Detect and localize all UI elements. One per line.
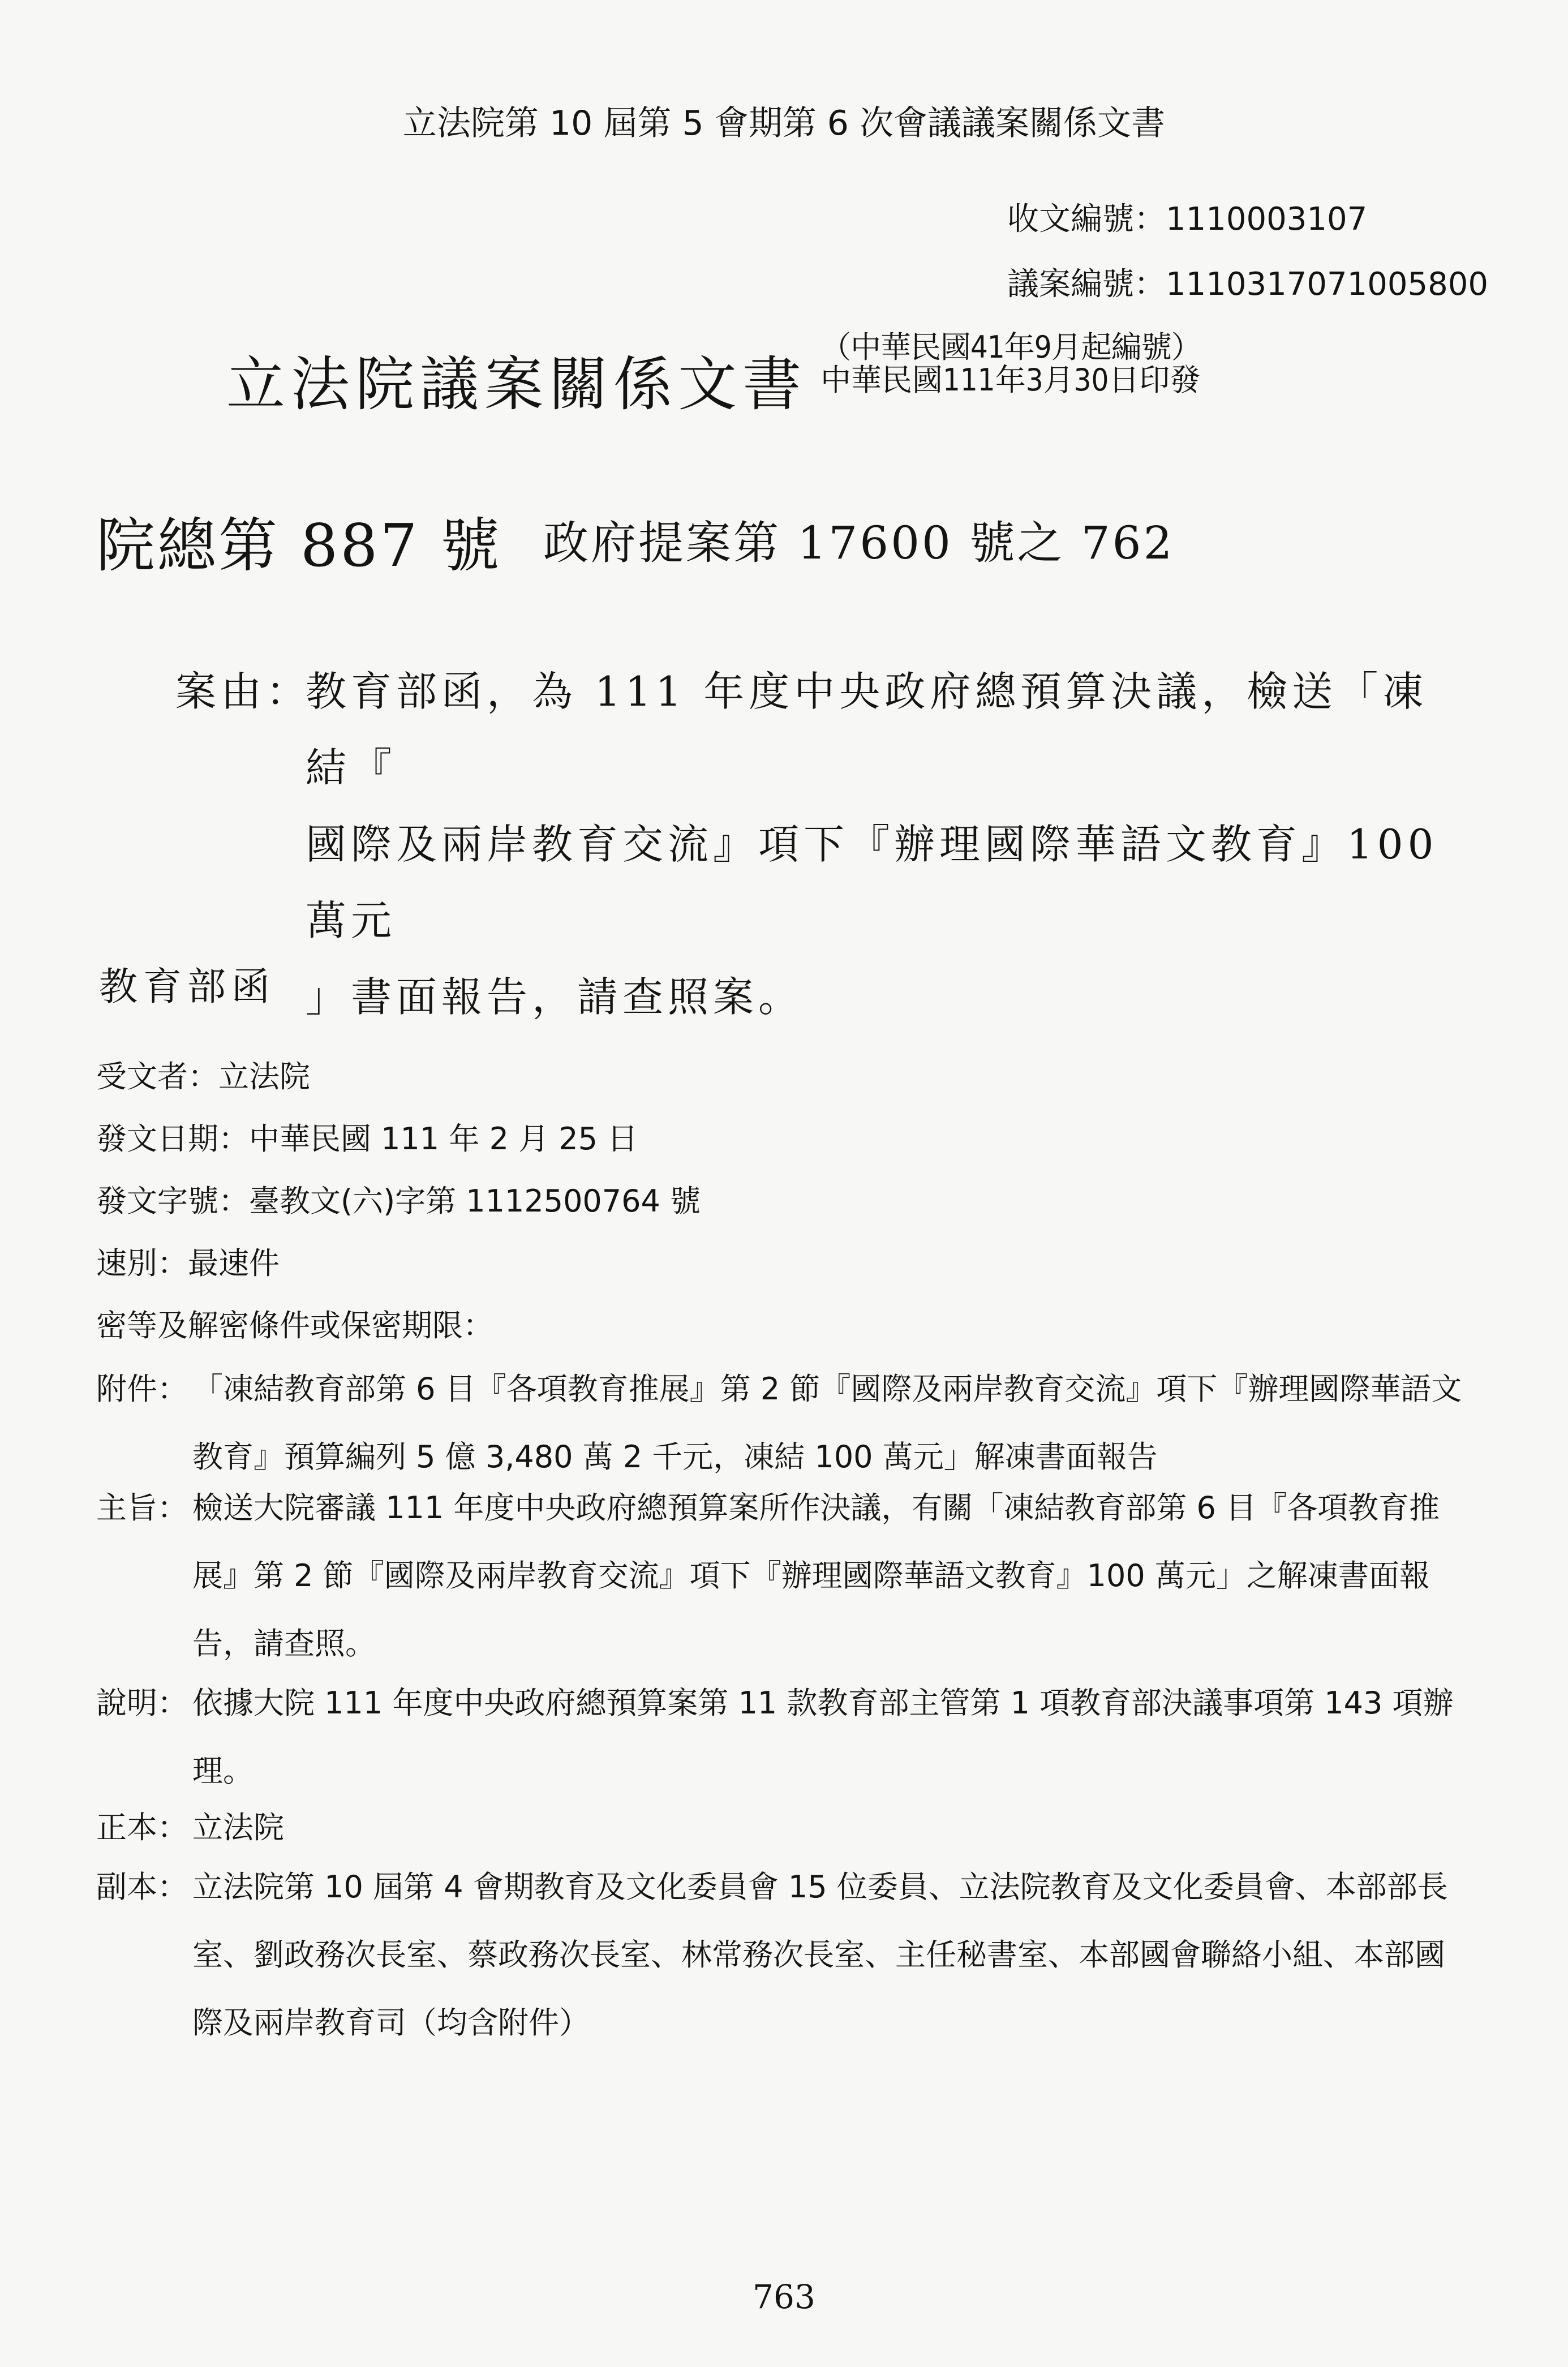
bill-number: 議案編號：1110317071005800 <box>1007 266 1489 303</box>
document-header: 立法院第 10 屆第 5 會期第 6 次會議議案關係文書 <box>402 104 1166 143</box>
speed-field: 速別：最速件 <box>96 1245 280 1281</box>
yuan-zong-number: 院總第 887 號 <box>96 511 502 580</box>
copies-label: 副本： <box>96 1869 188 1905</box>
document-numbers <box>1007 187 1488 317</box>
document-title: 立法院議案關係文書 <box>226 350 807 419</box>
purpose-text: 檢送大院審議 111 年度中央政府總預算案所作決議，有關「凍結教育部第 6 目『各項教育推展』第 2 節『國際及兩岸教育交流』項下『辦理國際華語文教育』100 萬元」之解凍書面報告，請查照。 <box>192 1490 1440 1661</box>
receipt-number: 收文編號：1110003107 <box>1007 201 1368 238</box>
subject-label: 案由： <box>175 668 312 715</box>
issue-date-field: 發文日期：中華民國 111 年 2 月 25 日 <box>96 1121 638 1157</box>
recipient-field: 受文者：立法院 <box>96 1059 310 1094</box>
attachment-label: 附件： <box>96 1371 188 1407</box>
print-date: 中華民國111年3月30日印發 <box>820 362 1201 398</box>
attachment-text: 「凍結教育部第 6 目『各項教育推展』第 2 節『國際及兩岸教育交流』項下『辦理國際華語文教育』預算編列 5 億 3,480 萬 2 千元，凍結 100 萬元」解凍書面報告 <box>192 1371 1462 1475</box>
original-text: 立法院 <box>192 1810 284 1845</box>
letter-title: 教育部函 <box>99 965 276 1009</box>
explanation-label: 說明： <box>96 1685 188 1721</box>
secrecy-field: 密等及解密條件或保密期限： <box>96 1308 493 1343</box>
page-number: 763 <box>753 2278 815 2316</box>
subject-line: 教育部函，為 111 年度中央政府總預算決議，檢送「凍結『 <box>306 668 1428 792</box>
copies-text: 立法院第 10 屆第 4 會期教育及文化委員會 15 位委員、立法院教育及文化委員會、本部部長室、劉政務次長室、蔡政務次長室、林常務次長室、主任秘書室、本部國會聯絡小組、本部國際及兩岸教育司（均含附件） <box>192 1869 1448 2040</box>
government-proposal-number: 政府提案第 17600 號之 762 <box>543 517 1175 569</box>
original-label: 正本： <box>96 1810 188 1845</box>
numbering-note: （中華民國41年9月起編號） <box>820 329 1201 365</box>
subject-body <box>306 654 1466 1036</box>
purpose-label: 主旨： <box>96 1490 188 1526</box>
explanation-text: 依據大院 111 年度中央政府總預算案第 11 款教育部主管第 1 項教育部決議事項第 143 項辦理。 <box>192 1685 1454 1789</box>
reference-number-field: 發文字號：臺教文(六)字第 1112500764 號 <box>96 1183 701 1219</box>
subject-line: 」書面報告，請查照案。 <box>306 973 804 1021</box>
date-block <box>820 331 1201 397</box>
subject-line: 國際及兩岸教育交流』項下『辦理國際華語文教育』100 萬元 <box>306 820 1438 944</box>
